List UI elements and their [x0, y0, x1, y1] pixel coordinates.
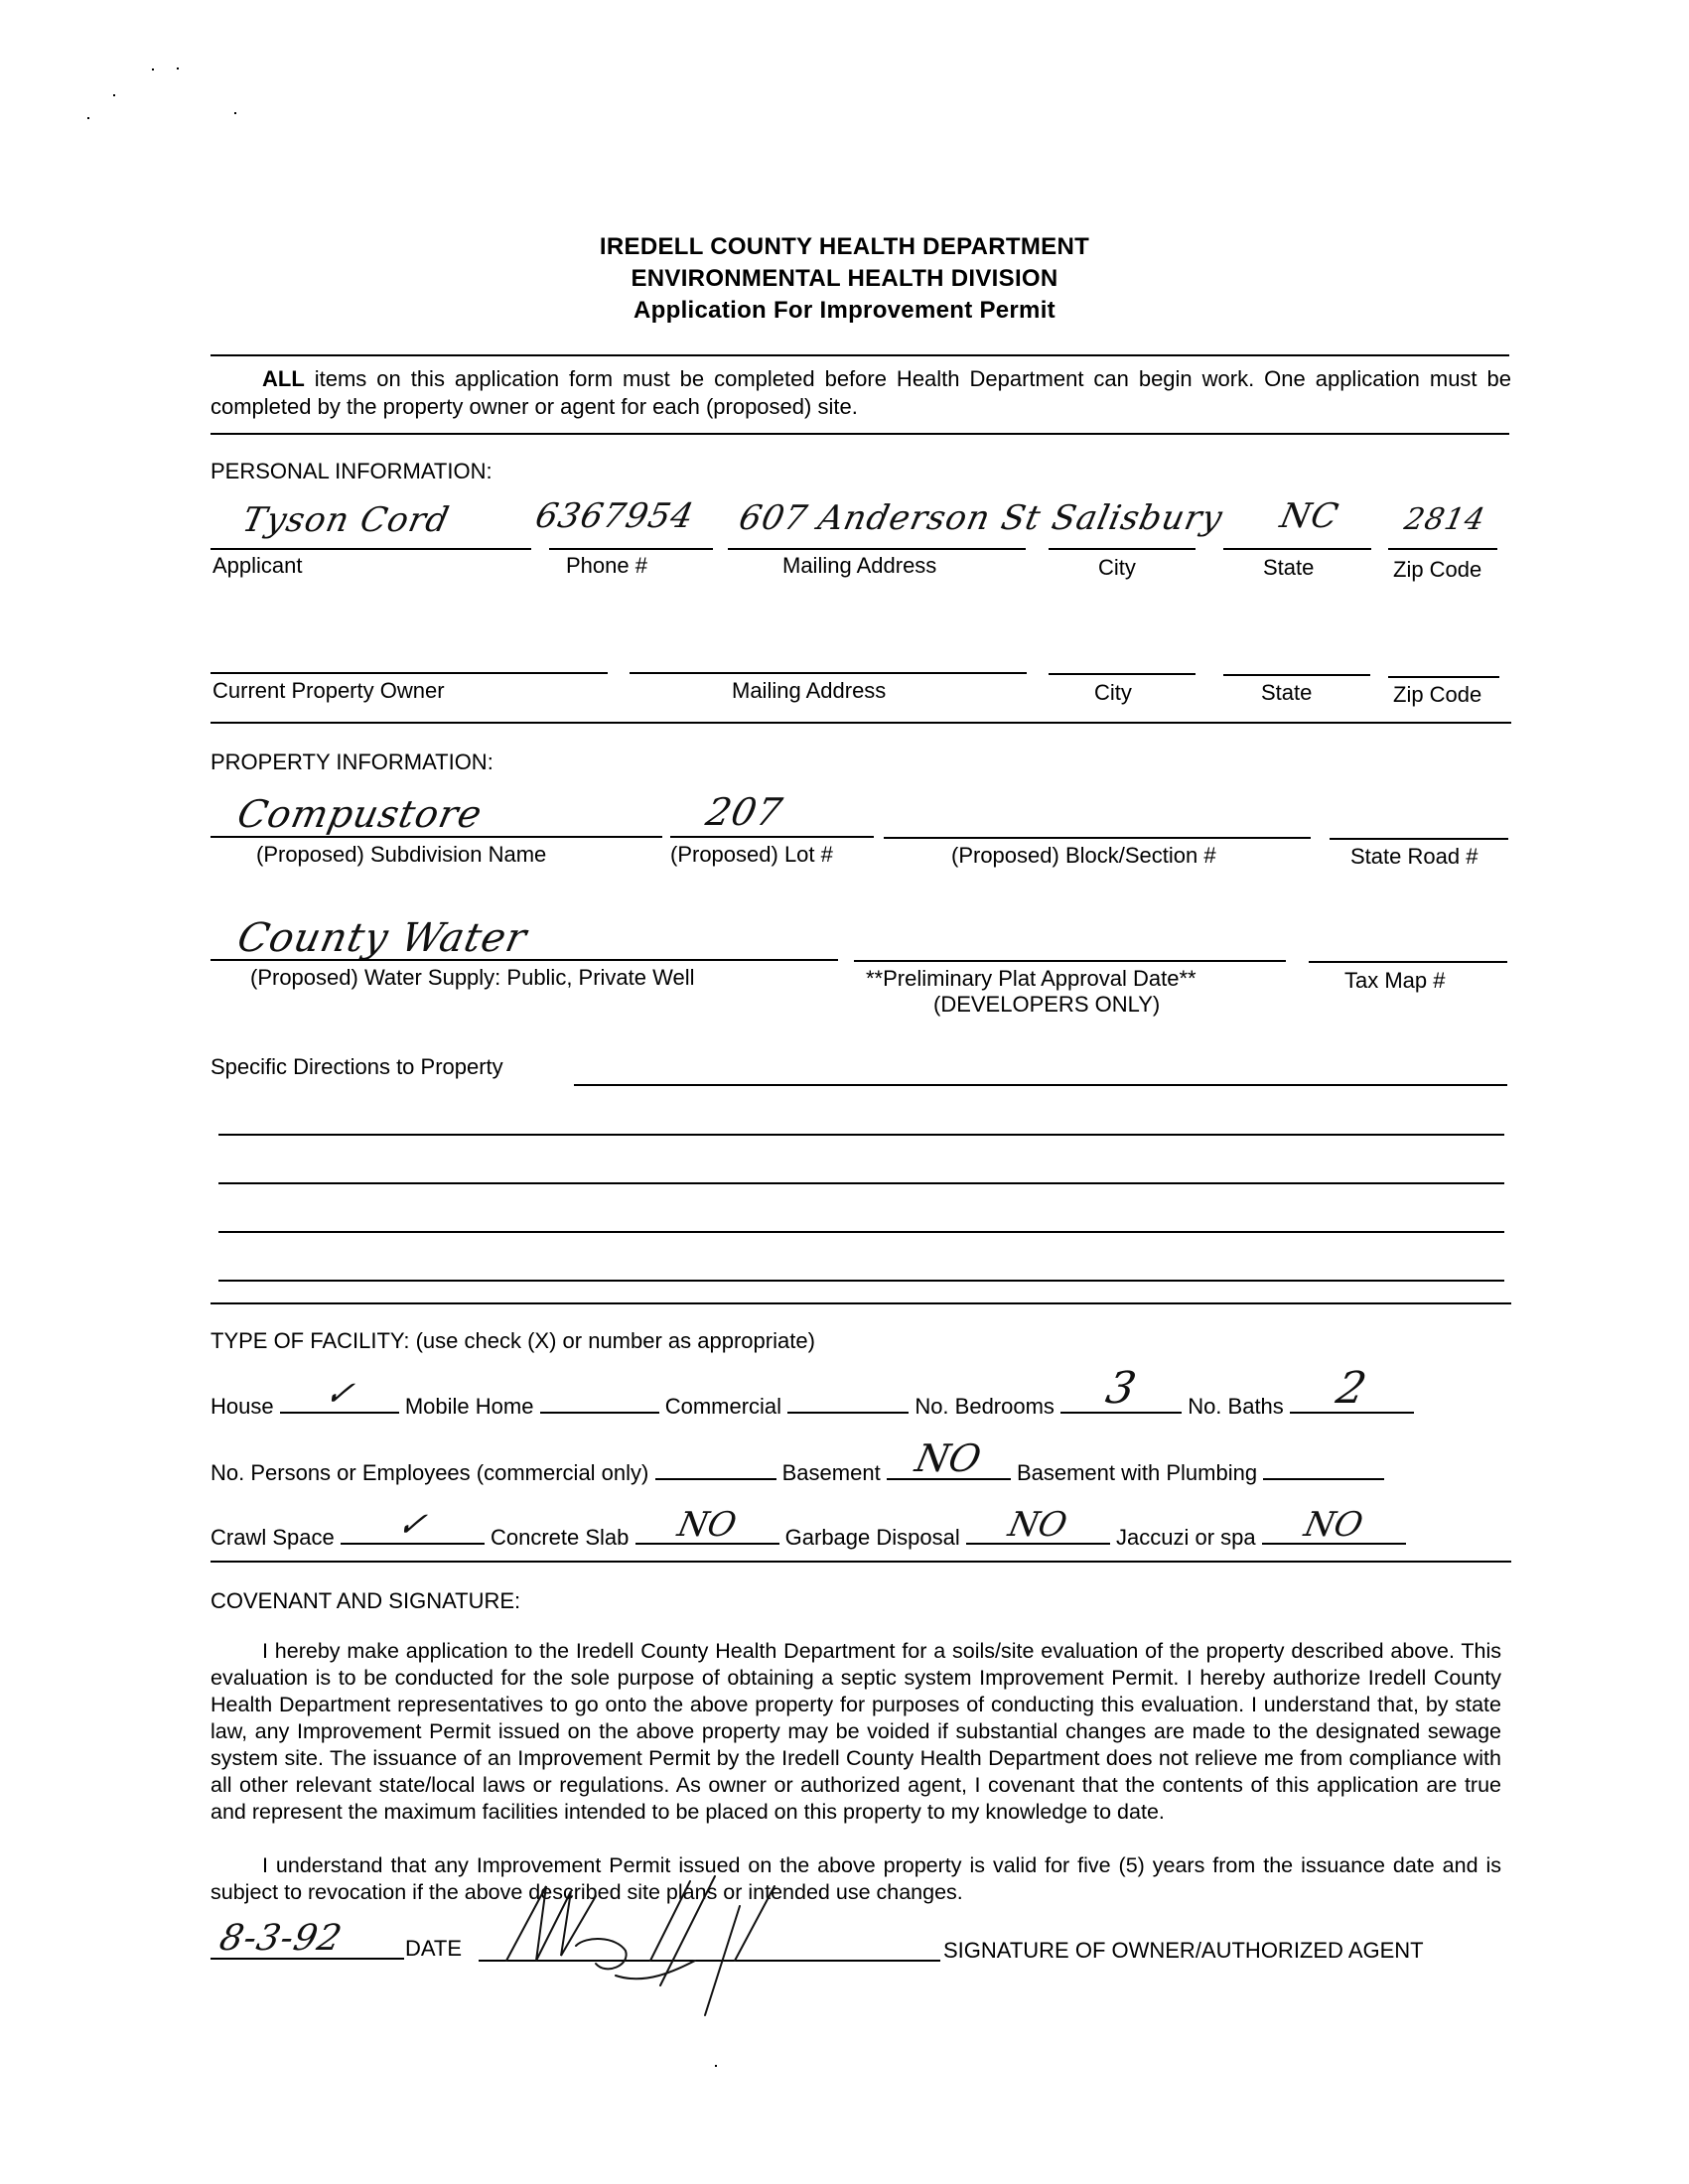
house-field[interactable] [280, 1374, 399, 1414]
state-road-line [1330, 838, 1508, 840]
house-label: House [211, 1394, 274, 1419]
owner-label: Current Property Owner [212, 678, 445, 703]
owner-address-label: Mailing Address [732, 678, 887, 703]
owner-line [211, 672, 608, 674]
lot-label: (Proposed) Lot # [670, 842, 833, 867]
basement-plumbing-field[interactable] [1263, 1456, 1384, 1480]
state-label: State [1263, 555, 1315, 580]
instructions-bold: ALL [262, 366, 305, 391]
tax-map-line [1309, 961, 1507, 963]
basement-plumbing-label: Basement with Plumbing [1016, 1460, 1258, 1485]
scan-speck [234, 112, 236, 114]
garbage-disposal-value: NO [1005, 1505, 1071, 1545]
applicant-value[interactable]: Tyson Cord [238, 500, 454, 540]
covenant-text-2: I understand that any Improvement Permit issued on the above property is valid for five (5) years from the issuance date and is subject to revocation if the above described site plans or intended use changes. [211, 1853, 1501, 1904]
mailing-address-line [728, 548, 1026, 550]
zip-value[interactable]: 2814 [1401, 502, 1489, 537]
commercial-label: Commercial [664, 1394, 782, 1419]
concrete-slab-label: Concrete Slab [490, 1525, 630, 1550]
facility-row-1 [211, 1363, 1414, 1420]
directions-line-3[interactable] [218, 1182, 1504, 1184]
applicant-label: Applicant [212, 553, 303, 578]
block-section-line [884, 837, 1311, 839]
date-label: DATE [405, 1936, 463, 1961]
zip-line [1388, 548, 1497, 550]
directions-label: Specific Directions to Property [211, 1054, 503, 1079]
house-check: ✓ [321, 1374, 358, 1414]
jacuzzi-label: Jaccuzi or spa [1116, 1525, 1256, 1550]
instructions [211, 365, 1511, 421]
garbage-disposal-label: Garbage Disposal [784, 1525, 960, 1550]
directions-line-1[interactable] [574, 1084, 1507, 1086]
department-title: IREDELL COUNTY HEALTH DEPARTMENT [599, 233, 1090, 260]
form-title: Application For Improvement Permit [633, 297, 1056, 324]
lot-value[interactable]: 207 [702, 790, 787, 834]
water-supply-line [211, 959, 838, 961]
directions-line-2[interactable] [218, 1134, 1504, 1136]
persons-field[interactable] [655, 1456, 776, 1480]
crawl-space-check: ✓ [393, 1505, 431, 1545]
property-info-heading: PROPERTY INFORMATION: [211, 750, 493, 774]
covenant-paragraph-2 [211, 1852, 1501, 1906]
scan-speck [177, 68, 179, 69]
divider [211, 722, 1511, 724]
state-road-label: State Road # [1350, 844, 1478, 869]
commercial-field[interactable] [787, 1390, 909, 1414]
crawl-space-label: Crawl Space [211, 1525, 335, 1550]
signature-label: SIGNATURE OF OWNER/AUTHORIZED AGENT [943, 1938, 1424, 1963]
directions-line-4[interactable] [218, 1231, 1504, 1233]
plat-approval-line [854, 960, 1286, 962]
covenant-text-1: I hereby make application to the Iredell County Health Department for a soils/site evaluation of the property described above. This evaluation is to be conducted for the sole purpose of obtaining a septic system Improvement Permit. I hereby authorize Iredell County Health Department representatives to go onto the above property for purposes of conducting this evaluation. I understand that, by state law, any Improvement Permit issued on the above property may be voided if substantial changes are made to the designated sewage system site. The issuance of an Improvement Permit by the Iredell County Health Department does not relieve me from compliance with all other relevant state/local laws or regulations. As owner or authorized agent, I covenant that the contents of this application are true and represent the maximum facilities intended to be placed on this property to my knowledge to date. [211, 1639, 1501, 1824]
directions-line-5[interactable] [218, 1280, 1504, 1282]
state-line [1223, 548, 1371, 550]
date-value[interactable]: 8-3-92 [215, 1918, 347, 1959]
owner-zip-line [1388, 676, 1499, 678]
subdivision-value[interactable]: Compustore [233, 792, 487, 836]
baths-label: No. Baths [1188, 1394, 1284, 1419]
tax-map-label: Tax Map # [1344, 968, 1446, 993]
water-supply-label: (Proposed) Water Supply: Public, Private Well [250, 965, 695, 990]
subdivision-line [211, 836, 662, 838]
bedrooms-value: 3 [1101, 1363, 1141, 1414]
scan-speck [87, 117, 89, 119]
scan-speck [715, 2065, 717, 2067]
facility-row-2 [211, 1436, 1384, 1486]
crawl-space-field[interactable] [341, 1505, 485, 1545]
mailing-address-label: Mailing Address [782, 553, 937, 578]
owner-city-line [1049, 673, 1196, 675]
covenant-paragraph-1 [211, 1638, 1501, 1826]
persons-label: No. Persons or Employees (commercial only) [211, 1460, 649, 1485]
city-label: City [1098, 555, 1136, 580]
date-line [211, 1958, 404, 1960]
baths-field[interactable] [1290, 1363, 1414, 1414]
bedrooms-label: No. Bedrooms [915, 1394, 1055, 1419]
scan-speck [152, 68, 154, 70]
phone-value[interactable]: 6367954 [531, 496, 698, 536]
basement-label: Basement [781, 1460, 881, 1485]
personal-info-heading: PERSONAL INFORMATION: [211, 459, 493, 483]
phone-line [549, 548, 713, 550]
garbage-disposal-field[interactable] [966, 1505, 1110, 1545]
applicant-line [211, 548, 531, 550]
block-section-label: (Proposed) Block/Section # [951, 843, 1216, 868]
bedrooms-field[interactable] [1060, 1363, 1182, 1414]
facility-row-3 [211, 1505, 1406, 1551]
covenant-heading: COVENANT AND SIGNATURE: [211, 1588, 521, 1613]
facility-heading: TYPE OF FACILITY: (use check (X) or number as appropriate) [211, 1328, 815, 1353]
divider [211, 1302, 1511, 1304]
signature-scribble-icon [477, 1866, 854, 2045]
water-supply-value[interactable]: County Water [233, 915, 531, 961]
concrete-slab-value: NO [673, 1505, 741, 1545]
instructions-text: items on this application form must be completed before Health Department can begin work. One application must be completed by the property owner or agent for each (proposed) site. [211, 366, 1511, 419]
zip-label: Zip Code [1393, 557, 1482, 582]
city-value[interactable]: Salisbury [1048, 498, 1227, 538]
divider [211, 354, 1509, 356]
owner-zip-label: Zip Code [1393, 682, 1482, 707]
concrete-slab-field[interactable] [635, 1505, 779, 1545]
developers-only-label: (DEVELOPERS ONLY) [933, 992, 1161, 1017]
owner-state-line [1223, 674, 1370, 676]
basement-field[interactable] [887, 1436, 1011, 1480]
jacuzzi-value: NO [1301, 1505, 1367, 1545]
mailing-address-value[interactable]: 607 Anderson St [735, 498, 1046, 538]
mobile-home-label: Mobile Home [404, 1394, 534, 1419]
state-value[interactable]: NC [1276, 496, 1343, 536]
owner-city-label: City [1094, 680, 1132, 705]
baths-value: 2 [1333, 1363, 1371, 1414]
divider [211, 1561, 1511, 1563]
division-title: ENVIRONMENTAL HEALTH DIVISION [631, 265, 1058, 292]
scan-speck [113, 94, 115, 96]
phone-label: Phone # [566, 553, 647, 578]
subdivision-label: (Proposed) Subdivision Name [256, 842, 547, 867]
plat-approval-label: **Preliminary Plat Approval Date** [866, 966, 1196, 991]
jacuzzi-field[interactable] [1262, 1505, 1406, 1545]
owner-address-line [630, 672, 1027, 674]
divider [211, 433, 1509, 435]
lot-line [670, 836, 874, 838]
basement-value: NO [912, 1436, 986, 1480]
mobile-home-field[interactable] [540, 1390, 659, 1414]
owner-state-label: State [1261, 680, 1313, 705]
city-line [1049, 548, 1196, 550]
